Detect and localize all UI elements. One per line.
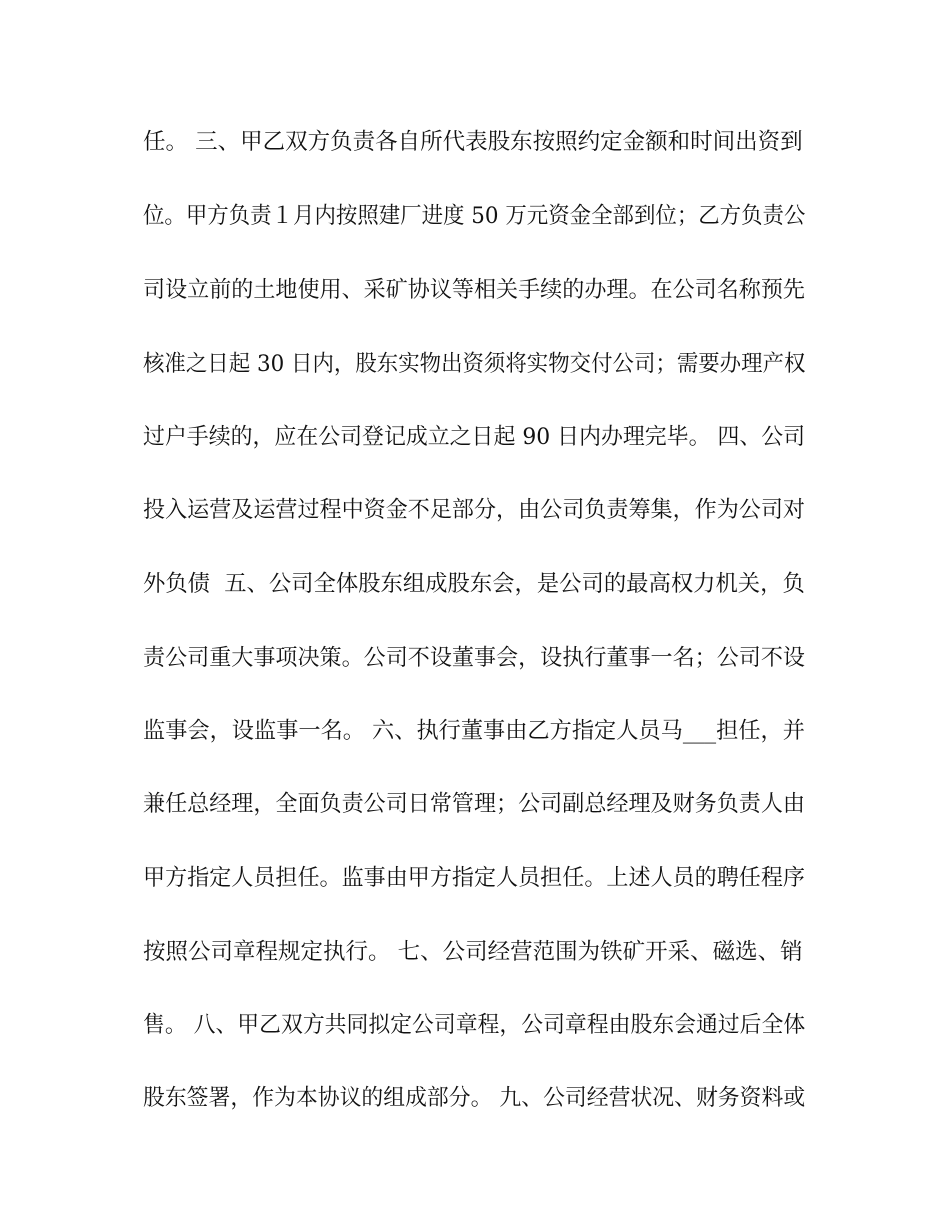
text-line: 按照公司章程规定执行。 七、公司经营范围为铁矿开采、磁选、销 bbox=[143, 939, 803, 965]
text-line: 任。 三、甲乙双方负责各自所代表股东按照约定金额和时间出资到 bbox=[143, 129, 803, 155]
text-line: 售。 八、甲乙双方共同拟定公司章程，公司章程由股东会通过后全体 bbox=[143, 1012, 806, 1038]
text-line: 司设立前的土地使用、采矿协议等相关手续的办理。在公司名称预先 bbox=[143, 277, 805, 303]
text-line: 过户手续的，应在公司登记成立之日起 90 日内办理完毕。 四、公司 bbox=[143, 424, 806, 450]
text-line: 股东签署，作为本协议的组成部分。 九、公司经营状况、财务资料或 bbox=[143, 1085, 806, 1111]
text-line: 投入运营及运营过程中资金不足部分，由公司负责筹集，作为公司对 bbox=[143, 497, 805, 523]
text-line: 责公司重大事项决策。公司不设董事会，设执行董事一名；公司不设 bbox=[143, 645, 805, 671]
text-line: 核准之日起 30 日内，股东实物出资须将实物交付公司；需要办理产权 bbox=[143, 351, 806, 377]
text-line: 兼任总经理，全面负责公司日常管理；公司副总经理及财务负责人由 bbox=[143, 791, 805, 817]
text-line: 位。甲方负责１月内按照建厂进度 50 万元资金全部到位；乙方负责公 bbox=[143, 203, 806, 229]
text-line: 监事会，设监事一名。 六、执行董事由乙方指定人员马___担任，并 bbox=[143, 718, 805, 744]
text-line: 甲方指定人员担任。监事由甲方指定人员担任。上述人员的聘任程序 bbox=[143, 865, 805, 891]
text-line: 外负债 五、公司全体股东组成股东会，是公司的最高权力机关，负 bbox=[143, 571, 805, 597]
